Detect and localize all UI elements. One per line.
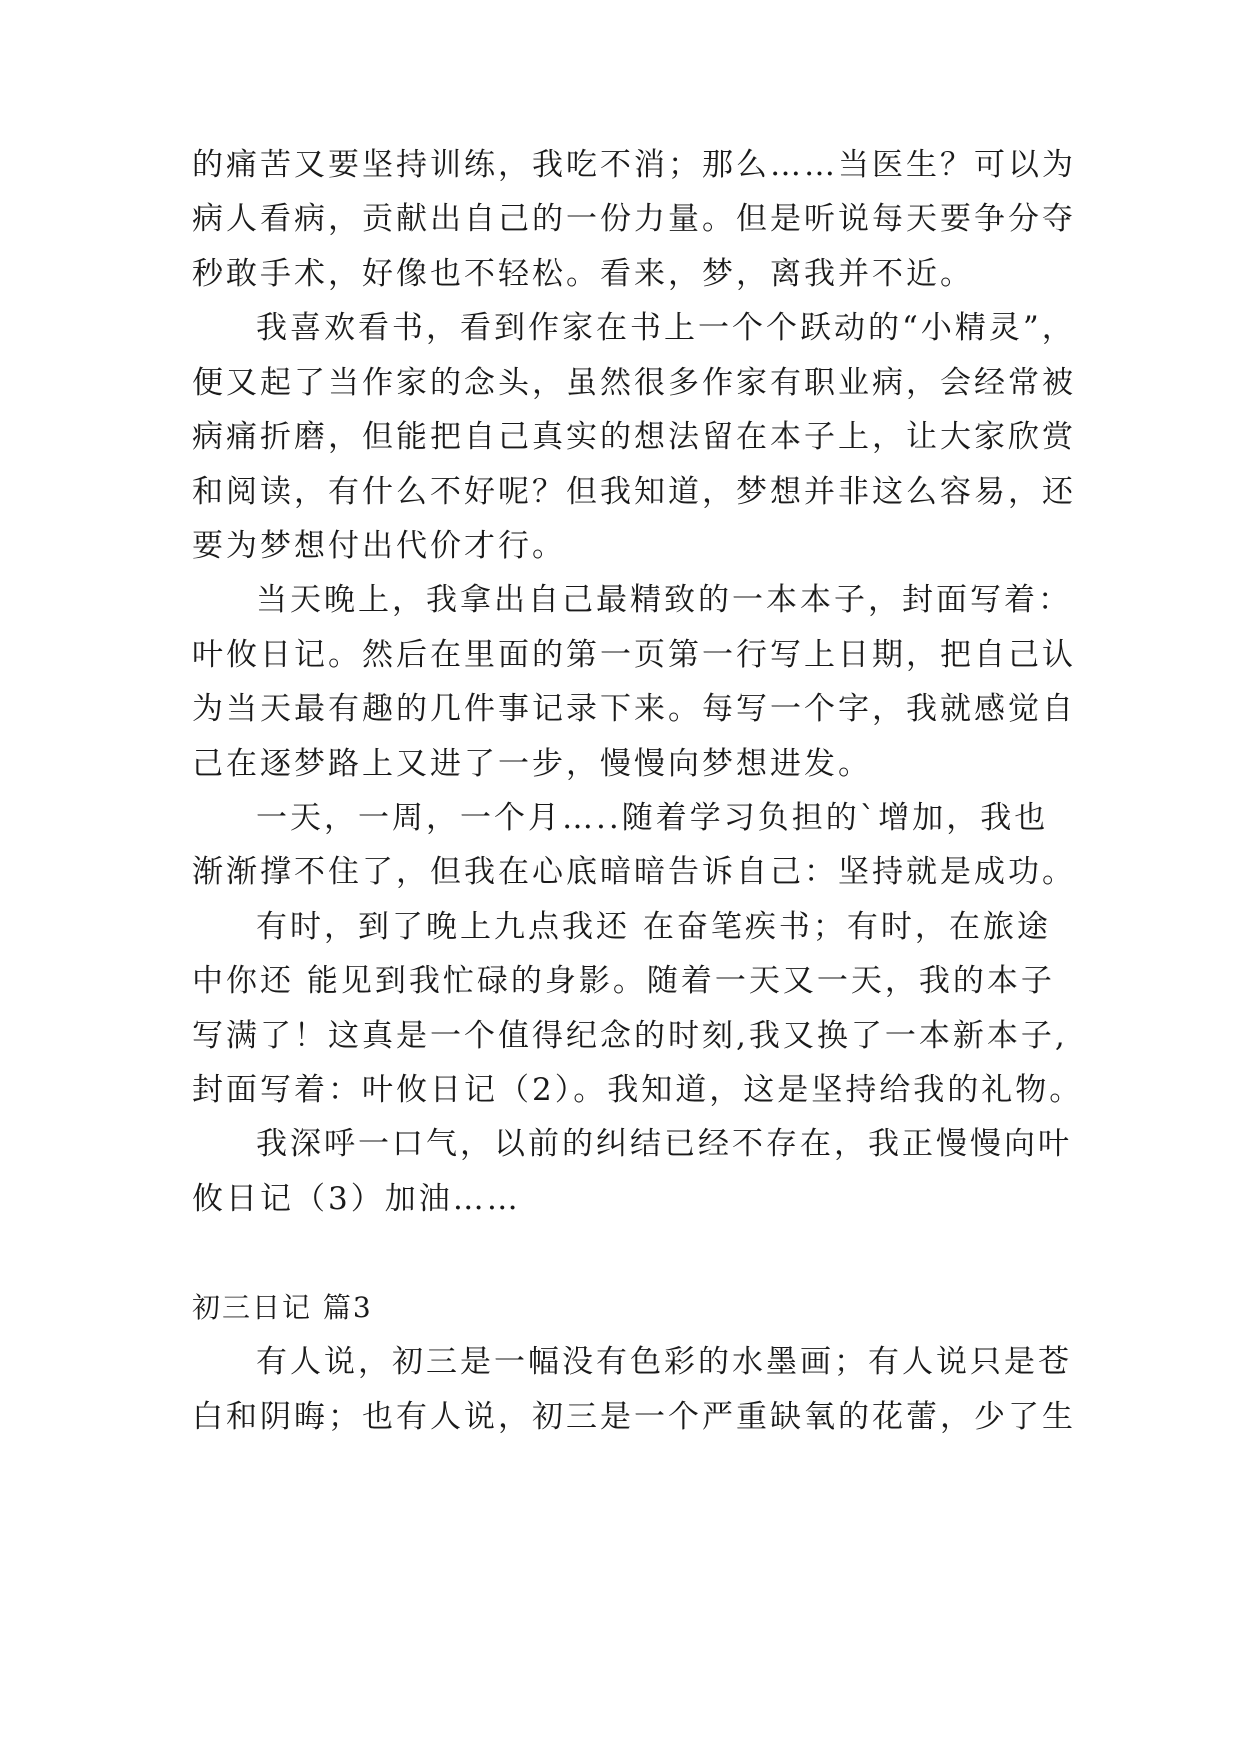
paragraph-line: 有时，到了晚上九点我还 在奋笔疾书；有时，在旅途 xyxy=(256,909,1051,945)
paragraph-line: 我喜欢看书，看到作家在书上一个个跃动的“小精灵”， xyxy=(256,310,1076,346)
paragraph-line: 我深呼一口气，以前的纠结已经不存在，我正慢慢向叶 xyxy=(256,1126,1072,1162)
paragraph-line: 秒敢手术，好像也不轻松。看来，梦，离我并不近。 xyxy=(192,256,974,292)
paragraph-line: 攸日记（3）加油…… xyxy=(192,1181,521,1217)
paragraph-line: 要为梦想付出代价才行。 xyxy=(192,528,566,564)
paragraph-line: 己在逐梦路上又进了一步，慢慢向梦想进发。 xyxy=(192,746,872,782)
paragraph-line: 白和阴晦；也有人说，初三是一个严重缺氧的花蕾，少了生 xyxy=(192,1399,1076,1435)
section-heading: 初三日记 篇3 xyxy=(192,1291,373,1324)
paragraph-line: 为当天最有趣的几件事记录下来。每写一个字，我就感觉自 xyxy=(192,691,1076,727)
paragraph-line: 中你还 能见到我忙碌的身影。随着一天又一天，我的本子 xyxy=(192,963,1055,999)
paragraph-line: 病痛折磨，但能把自己真实的想法留在本子上，让大家欣赏 xyxy=(192,419,1076,455)
paragraph-line: 有人说，初三是一幅没有色彩的水墨画；有人说只是苍 xyxy=(256,1344,1072,1380)
paragraph-line: 便又起了当作家的念头，虽然很多作家有职业病，会经常被 xyxy=(192,365,1076,401)
paragraph-line: 一天，一周，一个月…..随着学习负担的`增加，我也 xyxy=(256,800,1049,836)
paragraph-line: 当天晚上，我拿出自己最精致的一本本子，封面写着： xyxy=(256,582,1072,618)
paragraph-line: 写满了！这真是一个值得纪念的时刻,我又换了一本新本子, xyxy=(192,1018,1068,1054)
paragraph-line: 叶攸日记。然后在里面的第一页第一行写上日期，把自己认 xyxy=(192,637,1076,673)
paragraph-line: 的痛苦又要坚持训练，我吃不消；那么……当医生？可以为 xyxy=(192,147,1076,183)
paragraph-line: 封面写着：叶攸日记（2）。我知道，这是坚持给我的礼物。 xyxy=(192,1072,1084,1108)
paragraph-line: 和阅读，有什么不好呢？但我知道，梦想并非这么容易，还 xyxy=(192,474,1076,510)
paragraph-line: 病人看病，贡献出自己的一份力量。但是听说每天要争分夺 xyxy=(192,201,1076,237)
paragraph-line: 渐渐撑不住了，但我在心底暗暗告诉自己：坚持就是成功。 xyxy=(192,854,1076,890)
